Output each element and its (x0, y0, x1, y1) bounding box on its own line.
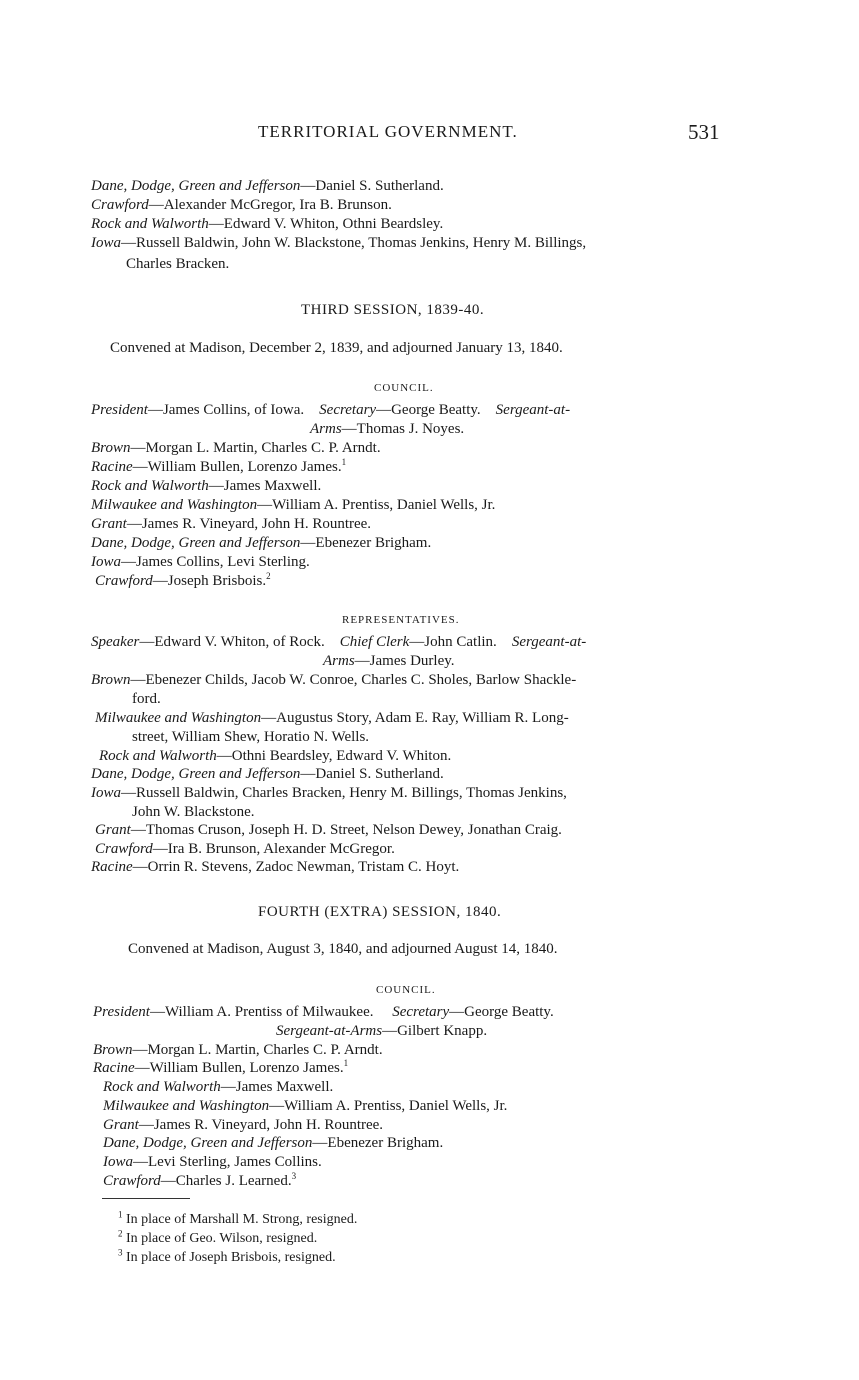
officer-title: Secretary (319, 402, 377, 418)
fourth-council-racine (93, 1059, 348, 1078)
footnote-text: In place of Marshall M. Strong, resigned. (126, 1212, 358, 1227)
district-label: Milwaukee and Washington (91, 497, 258, 513)
district-label: Grant (95, 822, 131, 838)
district-label: Grant (103, 1117, 139, 1133)
district-label: Rock and Walworth (91, 216, 209, 232)
member-names: —Morgan L. Martin, Charles C. P. Arndt. (132, 1042, 383, 1058)
officer-title: Sergeant-at-Arms (276, 1023, 383, 1039)
district-label: Brown (91, 672, 131, 688)
third-session-heading: THIRD SESSION, 1839-40. (301, 302, 485, 318)
officer-title: Chief Clerk (339, 634, 410, 650)
third-council-crawford (95, 572, 271, 591)
officer-title: President (93, 1004, 150, 1020)
district-label: Racine (91, 859, 133, 875)
reps-milwaukee-cont: street, William Shew, Horatio N. Wells. (132, 729, 370, 745)
footnote-1 (118, 1210, 357, 1229)
footnote-ref: 2 (266, 571, 271, 581)
district-label: Crawford (95, 573, 153, 589)
member-names: —Daniel S. Sutherland. (300, 766, 444, 782)
member-names: —James Collins, Levi Sterling. (121, 554, 310, 570)
fourth-council-brown (93, 1041, 383, 1060)
district-label: Crawford (103, 1173, 161, 1189)
officer-title: Arms (323, 653, 355, 669)
member-names: —James R. Vineyard, John H. Rountree. (138, 1117, 384, 1133)
member-names: —James Maxwell. (220, 1079, 334, 1095)
footnote-2 (118, 1229, 317, 1248)
district-label: Rock and Walworth (99, 748, 217, 764)
officer-title: Secretary (392, 1004, 450, 1020)
running-title: TERRITORIAL GOVERNMENT. (258, 122, 518, 141)
member-names: —James Maxwell. (208, 478, 322, 494)
carryover-iowa-cont: Charles Bracken. (126, 256, 230, 272)
member-names: —Russell Baldwin, John W. Blackstone, Thomas Jenkins, Henry M. Billings, (121, 235, 587, 251)
third-council-officers-line (91, 401, 570, 420)
district-label: Iowa (91, 235, 121, 251)
member-names: —Orrin R. Stevens, Zadoc Newman, Tristam C. Hoyt. (132, 859, 460, 875)
member-names: —Daniel S. Sutherland. (300, 178, 444, 194)
member-names: —Alexander McGregor, Ira B. Brunson. (148, 197, 392, 213)
officer-title: Speaker (91, 634, 140, 650)
carryover-crawford-line (91, 196, 392, 215)
footnote-mark: 1 (118, 1209, 123, 1220)
fourth-council-milwaukee (103, 1097, 507, 1116)
member-names: —Ira B. Brunson, Alexander McGregor. (152, 841, 395, 857)
district-label: Racine (91, 459, 133, 475)
member-names: —William A. Prentiss, Daniel Wells, Jr. (257, 497, 496, 513)
fourth-council-officers-line (93, 1003, 554, 1022)
district-label: Iowa (103, 1154, 133, 1170)
officer-name: —Gilbert Knapp. (382, 1023, 488, 1039)
district-label: Brown (93, 1042, 133, 1058)
carryover-iowa-line (91, 234, 586, 253)
fourth-council-iowa (103, 1153, 322, 1172)
member-names: —William A. Prentiss, Daniel Wells, Jr. (269, 1098, 508, 1114)
footnote-ref: 1 (341, 457, 347, 467)
footnote-3 (118, 1248, 336, 1267)
member-names: —Othni Beardsley, Edward V. Whiton. (216, 748, 452, 764)
member-names: —Ebenezer Brigham. (300, 535, 432, 551)
district-label: Racine (93, 1060, 135, 1076)
member-names: —Levi Sterling, James Collins. (133, 1154, 322, 1170)
member-names: —Thomas Cruson, Joseph H. D. Street, Nelson Dewey, Jonathan Craig. (130, 822, 562, 838)
officer-name: —James Durley. (354, 653, 455, 669)
district-label: Iowa (91, 785, 121, 801)
officer-name: —William A. Prentiss of Milwaukee. (149, 1004, 374, 1020)
footnote-ref: 1 (343, 1058, 349, 1068)
officer-name: —George Beatty. (449, 1004, 554, 1020)
officer-name: —George Beatty. (376, 402, 481, 418)
fourth-council-grant (103, 1116, 383, 1135)
fourth-council-rock (103, 1078, 333, 1097)
officer-title: Arms (310, 421, 342, 437)
footnote-rule (102, 1198, 190, 1199)
reps-racine (91, 858, 459, 877)
reps-brown-cont: ford. (132, 691, 161, 707)
officer-title: President (91, 402, 148, 418)
district-label: Dane, Dodge, Green and Jefferson (91, 766, 301, 782)
member-names: —Russell Baldwin, Charles Bracken, Henry M. Billings, Thomas Jenkins, (121, 785, 567, 801)
reps-rock (99, 747, 451, 766)
officer-name: —James Collins, of Iowa. (147, 402, 305, 418)
reps-sergeant-line (323, 652, 455, 671)
third-council-sergeant-line (310, 420, 464, 439)
reps-milwaukee (95, 709, 569, 728)
carryover-rock-line (91, 215, 443, 234)
officer-name: —John Catlin. (409, 634, 497, 650)
officer-name: —Edward V. Whiton, of Rock. (139, 634, 325, 650)
representatives-heading: REPRESENTATIVES. (342, 614, 460, 626)
district-label: Crawford (91, 197, 149, 213)
third-council-iowa (91, 553, 310, 572)
footnote-mark: 3 (118, 1247, 123, 1258)
page-number: 531 (688, 120, 720, 144)
district-label: Crawford (95, 841, 153, 857)
fourth-council-sergeant-line (276, 1022, 487, 1041)
district-label: Rock and Walworth (91, 478, 209, 494)
third-council-grant (91, 515, 371, 534)
footnote-text: In place of Joseph Brisbois, resigned. (126, 1250, 336, 1265)
fourth-council-dane (103, 1134, 443, 1153)
member-names: —William Bullen, Lorenzo James. (132, 459, 342, 475)
reps-iowa (91, 784, 567, 803)
third-council-brown (91, 439, 381, 458)
third-council-rock (91, 477, 321, 496)
third-council-milwaukee (91, 496, 495, 515)
reps-officers-line (91, 633, 586, 652)
third-session-convened: Convened at Madison, December 2, 1839, and adjourned January 13, 1840. (110, 340, 563, 356)
reps-crawford (95, 840, 395, 859)
member-names: —Augustus Story, Adam E. Ray, William R. Long- (261, 710, 569, 726)
member-names: —Ebenezer Childs, Jacob W. Conroe, Charles C. Sholes, Barlow Shackle- (130, 672, 577, 688)
reps-iowa-cont: John W. Blackstone. (132, 804, 255, 820)
officer-title: Sergeant-at- (495, 402, 571, 418)
district-label: Milwaukee and Washington (103, 1098, 270, 1114)
district-label: Dane, Dodge, Green and Jefferson (103, 1135, 313, 1151)
member-names: —Ebenezer Brigham. (312, 1135, 444, 1151)
member-names: —Charles J. Learned. (160, 1173, 292, 1189)
fourth-council-heading: COUNCIL. (376, 984, 436, 996)
fourth-council-crawford (103, 1172, 296, 1191)
district-label: Iowa (91, 554, 121, 570)
district-label: Brown (91, 440, 131, 456)
third-council-racine (91, 458, 346, 477)
carryover-dane-line (91, 177, 444, 196)
district-label: Grant (91, 516, 127, 532)
member-names: —Morgan L. Martin, Charles C. P. Arndt. (130, 440, 381, 456)
officer-name: —Thomas J. Noyes. (341, 421, 465, 437)
district-label: Dane, Dodge, Green and Jefferson (91, 178, 301, 194)
district-label: Milwaukee and Washington (95, 710, 262, 726)
district-label: Dane, Dodge, Green and Jefferson (91, 535, 301, 551)
footnote-ref: 3 (291, 1171, 297, 1181)
district-label: Rock and Walworth (103, 1079, 221, 1095)
reps-brown (91, 671, 576, 690)
reps-dane (91, 765, 444, 784)
member-names: —James R. Vineyard, John H. Rountree. (126, 516, 372, 532)
member-names: —Edward V. Whiton, Othni Beardsley. (208, 216, 444, 232)
fourth-session-heading: FOURTH (EXTRA) SESSION, 1840. (258, 904, 502, 920)
member-names: —William Bullen, Lorenzo James. (134, 1060, 344, 1076)
member-names: —Joseph Brisbois. (152, 573, 267, 589)
footnote-mark: 2 (118, 1228, 123, 1239)
reps-grant (95, 821, 562, 840)
running-head (0, 120, 859, 148)
third-council-dane (91, 534, 431, 553)
officer-title: Sergeant-at- (511, 634, 587, 650)
fourth-session-convened: Convened at Madison, August 3, 1840, and adjourned August 14, 1840. (128, 941, 558, 957)
footnote-text: In place of Geo. Wilson, resigned. (126, 1231, 318, 1246)
third-council-heading: COUNCIL. (374, 382, 434, 394)
